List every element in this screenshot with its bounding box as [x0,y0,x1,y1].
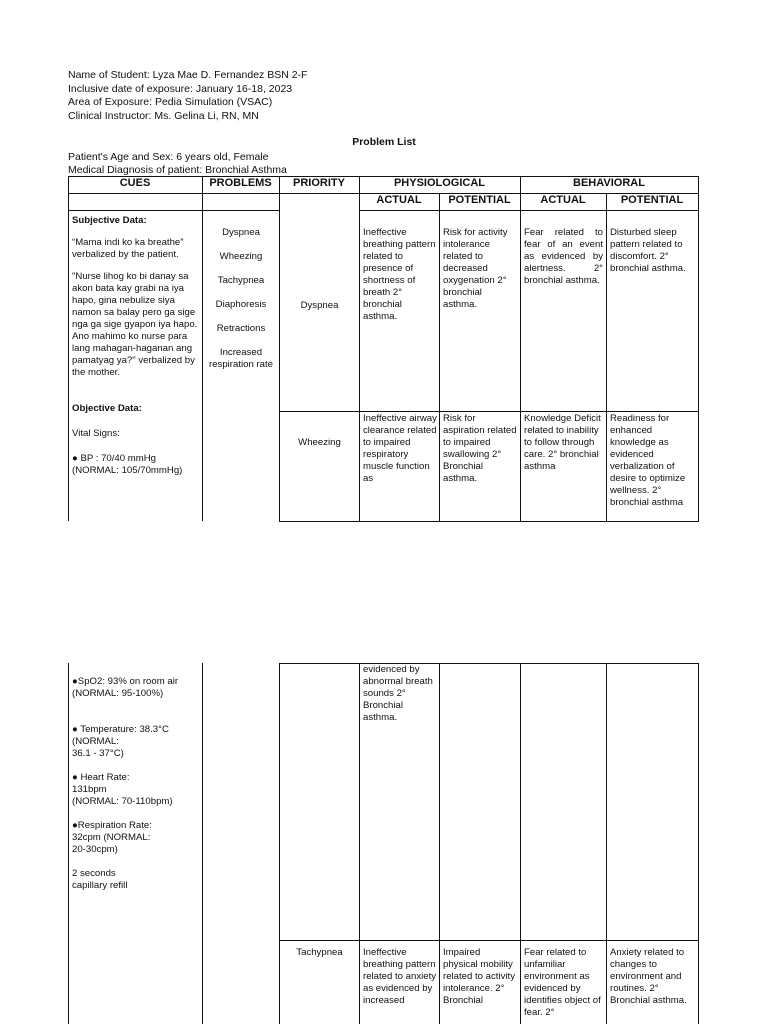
problem-dyspnea: Dyspnea [222,227,260,238]
header-behavioral: BEHAVIORAL [573,177,645,189]
objective-data-label: Objective Data: [72,403,142,414]
header-beh-actual: ACTUAL [540,194,586,206]
row2-beh-potential: Readiness for enhanced knowledge as evidenced verbalization of desire to optimize wellness. 2° bronchial asthma [610,413,686,508]
header-phys-actual: ACTUAL [376,194,422,206]
row2-beh-actual: Knowledge Deficit related to inability to follow through care. 2° bronchial asthma [524,413,601,472]
vital-rr-normal: 20-30cpm) [72,844,118,855]
page-title: Problem List [352,136,416,148]
capillary-refill-1: 2 seconds [72,868,116,879]
header-priority: PRIORITY [293,177,345,189]
problem-retractions: Retractions [216,323,266,334]
vital-rr-line2: 32cpm (NORMAL: [72,832,151,843]
vital-hr-normal: (NORMAL: 70-110bpm) [72,796,173,807]
row1-phys-actual: Ineffective breathing pattern related to presence of shortness of breath 2° bronchial asthma. [363,227,436,322]
patient-age-sex: Patient's Age and Sex: 6 years old, Female [68,151,269,163]
vital-spo2: ●SpO2: 93% on room air [72,676,179,687]
cues-cell-continued [72,676,202,906]
header-phys-potential: POTENTIAL [448,194,511,206]
cues-cell [72,215,202,521]
student-name: Name of Student: Lyza Mae D. Fernandez BSN 2-F [68,69,308,81]
priority-3: Tachypnea [296,947,343,958]
vital-heart-rate-label: ● Heart Rate: [72,772,130,783]
vital-temp-normal: 36.1 - 37°C) [72,748,124,759]
row3-beh-potential: Anxiety related to changes to environment and routines. 2° Bronchial asthma. [610,947,687,1006]
subjective-data-label: Subjective Data: [72,215,147,226]
row2-phys-actual: Ineffective airway clearance related to impaired respiratory muscle function as [363,413,437,484]
exposure-dates: Inclusive date of exposure: January 16-18, 2023 [68,82,293,95]
vital-spo2-normal: (NORMAL: 95-100%) [72,688,164,699]
row1-phys-potential: Risk for activity intolerance related to decreased oxygenation 2° bronchial asthma. [443,227,508,310]
row2-phys-actual-continued: evidenced by abnormal breath sounds 2° Bronchial asthma. [363,664,433,723]
header-problems: PROBLEMS [209,177,272,189]
header-cues: CUES [119,177,151,189]
row3-beh-actual: Fear related to unfamiliar environment as evidenced by identifies object of fear. 2° [524,947,601,1018]
header-beh-potential: POTENTIAL [620,194,684,206]
vital-bp-normal: (NORMAL: 105/70mmHg) [72,465,183,476]
student-info [68,69,307,123]
row2-phys-potential: Risk for aspiration related to impaired swallowing 2° Bronchial asthma. [443,413,517,484]
problem-wheezing: Wheezing [219,251,263,262]
clinical-instructor: Clinical Instructor: Ms. Gelina Li, RN, MN [68,109,259,122]
patient-diagnosis: Medical Diagnosis of patient: Bronchial Asthma [68,163,287,176]
problems-cell [203,227,279,371]
vital-temperature: ● Temperature: 38.3°C [72,724,169,735]
vital-rr: ●Respiration Rate: [72,820,152,831]
vital-bp: ● BP : 70/40 mmHg [72,453,157,464]
exposure-area: Area of Exposure: Pedia Simulation (VSAC) [68,96,273,108]
row3-phys-actual: Ineffective breathing pattern related to anxiety as evidenced by increased [363,947,437,1006]
patient-info [68,151,287,176]
problem-diaphoresis: Diaphoresis [215,299,267,310]
row3-phys-potential: Impaired physical mobility related to activity intolerance. 2° Bronchial [443,947,515,1006]
subjective-quote-2: "Nurse lihog ko bi danay sa akon bata kay grabi na iya hapo, gina nebulize siya namon sa balay pero ga sige nga ga sige gyapon iya hapo. Ano mahimo ko nurse para lang mahagan-haganan ang pamatyag ya?" verbalized by the mother. [72,271,198,378]
vital-heart-rate: 131bpm [72,784,107,795]
subjective-quote-1: “Mama indi ko ka breathe” verbalized by the patient. [72,237,184,260]
priority-2: Wheezing [298,437,341,448]
vital-signs-label: Vital Signs: [72,428,120,439]
problem-increased-rr: Increased respiration rate [209,347,273,370]
row1-beh-actual: Fear related to fear of an event as evidenced by alertness. 2° bronchial asthma. [524,227,603,286]
header-physiological: PHYSIOLOGICAL [393,177,486,189]
capillary-refill-2: capillary refill [72,880,128,891]
row1-beh-potential: Disturbed sleep pattern related to discomfort. 2° bronchial asthma. [610,227,686,274]
problem-tachypnea: Tachypnea [217,275,265,286]
vital-temp-normal-label: (NORMAL: [72,736,119,747]
priority-1: Dyspnea [300,300,339,311]
